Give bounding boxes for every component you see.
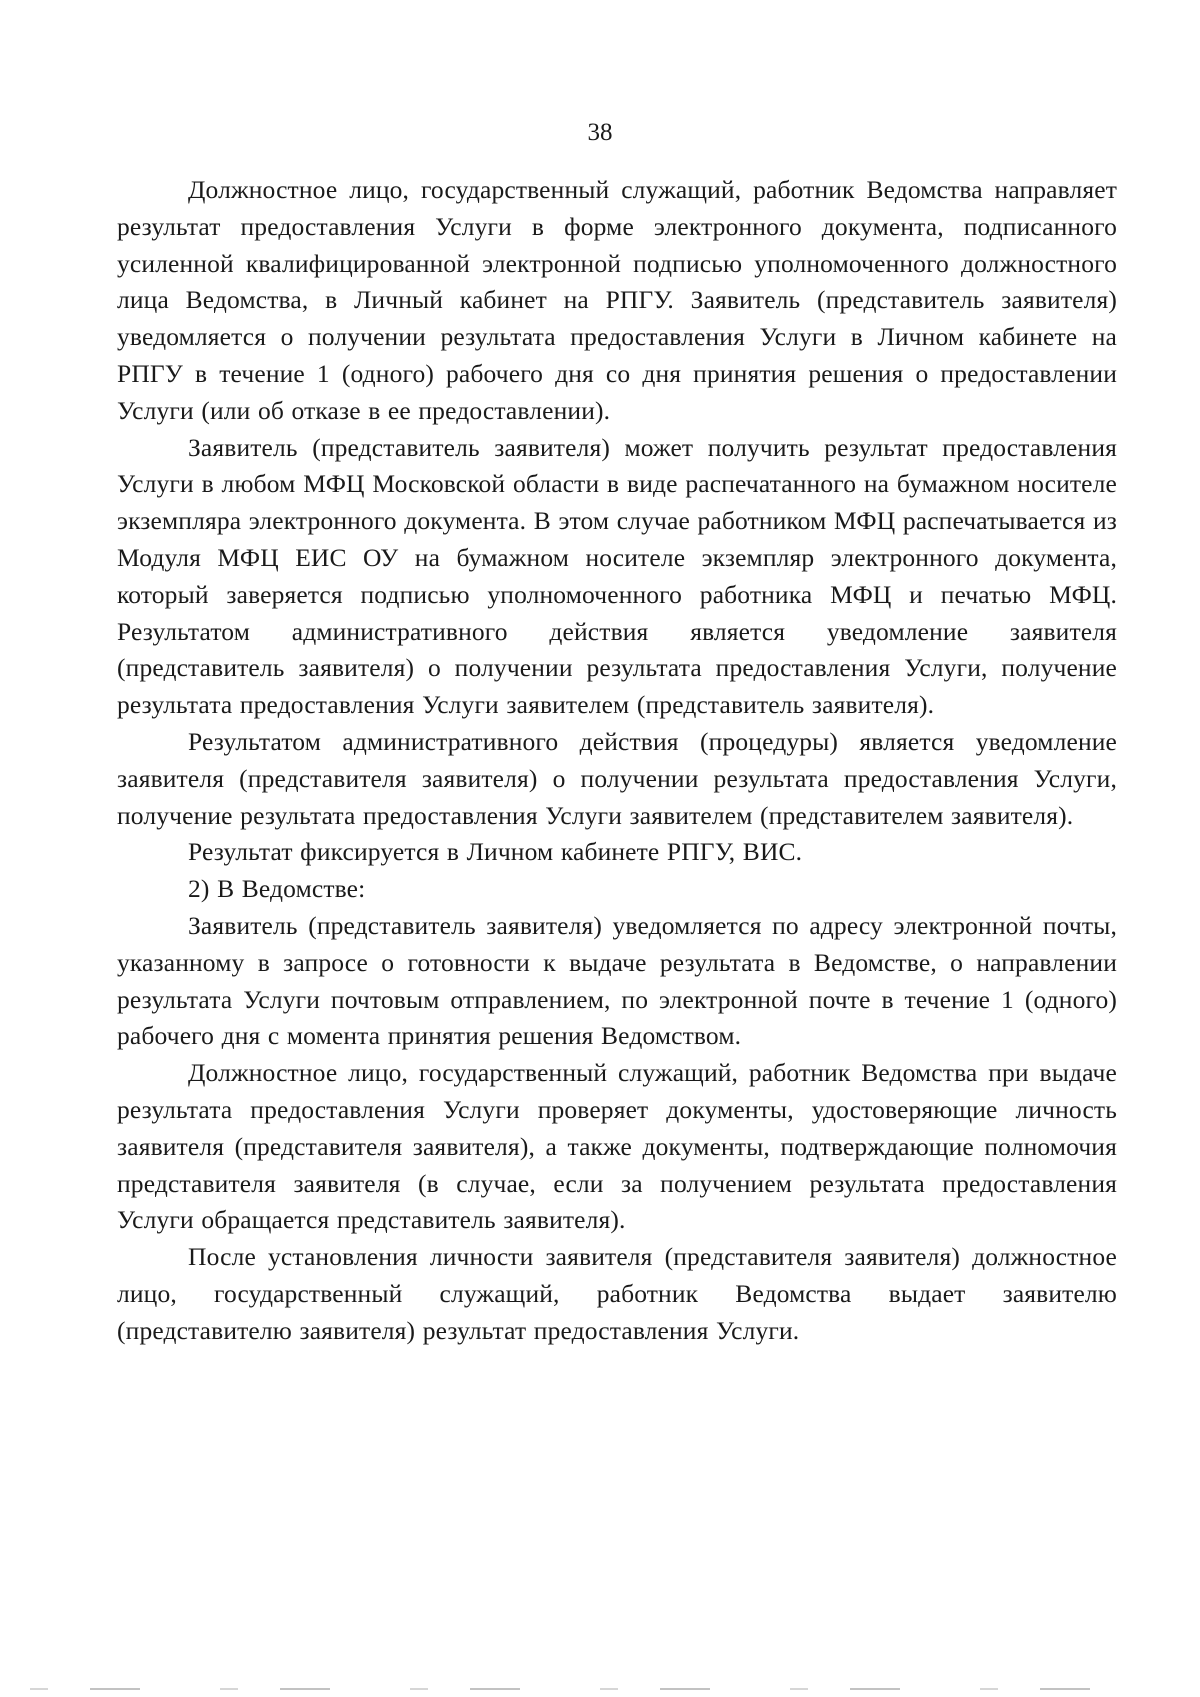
paragraph-document-check: Должностное лицо, государственный служащий, работник Ведомства при выдаче результата предоставления Услуги проверяет документы, удостоверяющие личность заявителя (представителя заявителя), а также документы, подтверждающие полномочия представителя заявителя (в случае, если за получением результата предоставления Услуги обращается представитель заявителя).	[117, 1058, 1117, 1235]
scan-edge-artifact	[30, 1688, 1170, 1690]
paragraph-in-department-heading: 2) В Ведомстве:	[188, 874, 366, 904]
page-number: 38	[587, 119, 613, 146]
paragraph-email-notification: Заявитель (представитель заявителя) уведомляется по адресу электронной почты, указанному в запросе о готовности к выдаче результата в Ведомстве, о направлении результата Услуги почтовым отправлением, по электронной почте в течение 1 (одного) рабочего дня с момента принятия решения Ведомством.	[117, 910, 1117, 1051]
paragraph-result-issue: После установления личности заявителя (представителя заявителя) должностное лицо, государственный служащий, работник Ведомства выдает заявителю (представителю заявителя) результат предоставления Услуги.	[117, 1242, 1117, 1345]
document-body	[117, 172, 1117, 1350]
paragraph-electronic-result: Должностное лицо, государственный служащий, работник Ведомства направляет результат предоставления Услуги в форме электронного документа, подписанного усиленной квалифицированной электронной подписью уполномоченного должностного лица Ведомства, в Личный кабинет на РПГУ. Заявитель (представитель заявителя) уведомляется о получении результата предоставления Услуги в Личном кабинете на РПГУ в течение 1 (одного) рабочего дня со дня принятия решения о предоставлении Услуги (или об отказе в ее предоставлении).	[117, 175, 1117, 425]
paragraph-action-result: Результатом административного действия (процедуры) является уведомление заявителя (представителя заявителя) о получении результата предоставления Услуги, получение результата предоставления Услуги заявителем (представителем заявителя).	[117, 726, 1117, 830]
paragraph-result-recorded: Результат фиксируется в Личном кабинете РПГУ, ВИС.	[188, 837, 803, 867]
paragraph-mfc-result: Заявитель (представитель заявителя) может получить результат предоставления Услуги в любом МФЦ Московской области в виде распечатанного на бумажном носителе экземпляра электронного документа. В этом случае работником МФЦ распечатывается из Модуля МФЦ ЕИС ОУ на бумажном носителе экземпляр электронного документа, который заверяется подписью уполномоченного работника МФЦ и печатью МФЦ. Результатом административного действия является уведомление заявителя (представитель заявителя) о получении результата предоставления Услуги, получение результата предоставления Услуги заявителем (представитель заявителя).	[117, 432, 1117, 720]
